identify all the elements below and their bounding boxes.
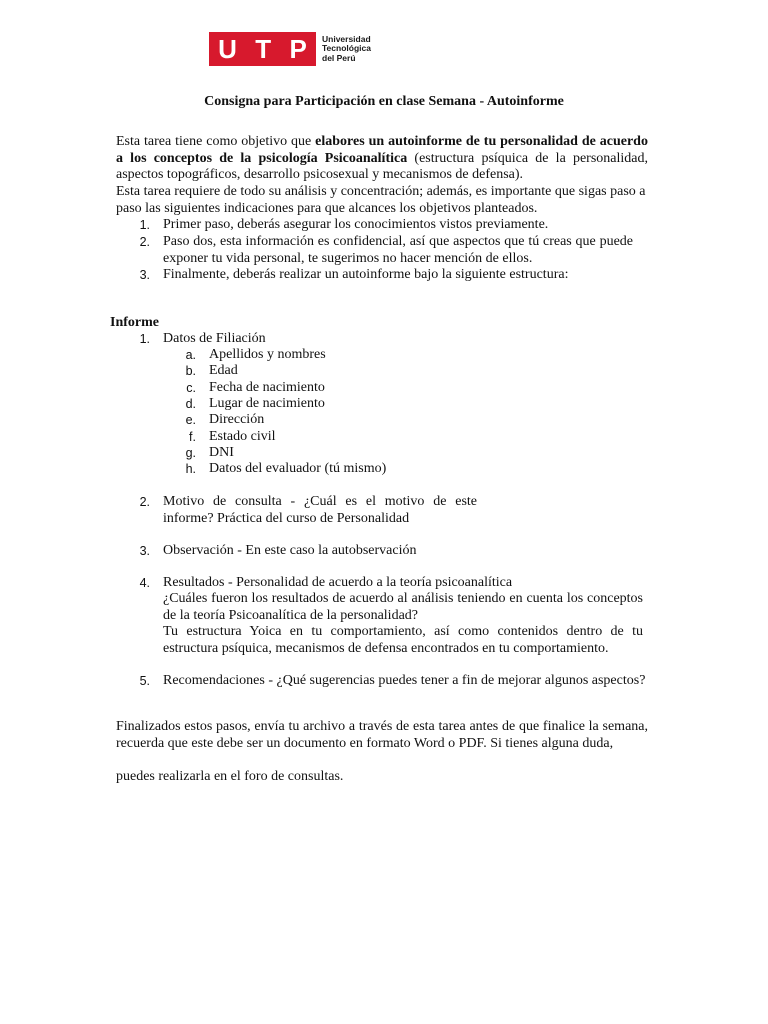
informe-number: 3. [139,544,150,558]
document-title: Consigna para Participación en clase Semana - Autoinforme [204,94,564,109]
informe-item-text: Motivo de consulta - ¿Cuál es el motivo de este informe? Práctica del curso de Personalidad [163,494,477,526]
intro-bold-text: elabores un autoinforme de tu personalidad de acuerdo a los conceptos de la psicología Psicoanalítica [116,134,648,166]
utp-logo-text [322,35,371,64]
intro-paragraph [116,134,648,184]
utp-logo [209,32,371,66]
sublist-letter: h. [185,462,196,477]
step-number: 2. [139,235,150,249]
sublist-item: Datos del evaluador (tú mismo) [209,461,387,477]
step-number: 3. [139,268,150,282]
sublist-item: Fecha de nacimiento [209,379,325,395]
step-text: Primer paso, deberás asegurar los conocimientos vistos previamente. [163,217,549,232]
informe-heading: Informe [110,315,159,330]
sublist-letter: c. [186,380,196,395]
informe-number: 2. [139,495,150,509]
closing-paragraph-2: puedes realizarla en el foro de consultas. [116,769,344,784]
informe-item-text: Observación - En este caso la autobservación [163,543,417,558]
informe-item-text: Tu estructura Yoica en tu comportamiento, así como contenidos dentro de tu estructura psíquica, mecanismos de defensa encontrados en tu comportamiento. [163,624,643,656]
step-number: 1. [139,218,150,232]
sublist-letter: a. [185,348,196,362]
sublist-item: Estado civil [209,428,276,444]
informe-item-text: Resultados - Personalidad de acuerdo a la teoría psicoanalítica [163,575,513,590]
informe-item-text: ¿Cuáles fueron los resultados de acuerdo al análisis teniendo en cuenta los conceptos de la teoría Psicoanalítica de la personalidad? [163,591,643,623]
step-text: Paso dos, esta información es confidencial, así que aspectos que tú creas que puede exponer tu vida personal, te sugerimos no hacer mención de ellos. [163,234,633,266]
sublist-letter: f. [189,429,196,444]
logo-line: Universidad [322,33,371,44]
sublist-letter: b. [185,364,196,379]
logo-letter: U [218,33,237,64]
sublist-item: Dirección [209,412,265,428]
intro-paragraph-2: Esta tarea requiere de todo su análisis y concentración; además, es importante que sigas paso a paso las siguientes indicaciones para que alcances los objetivos planteados. [116,184,646,216]
closing-paragraph: Finalizados estos pasos, envía tu archivo a través de esta tarea antes de que finalice la semana, recuerda que este debe ser un documento en formato Word o PDF. Si tienes alguna duda, [116,719,648,751]
intro-text: (estructura psíquica de la personalidad, aspectos topográficos, desarrollo psicosexual y mecanismos de defensa). [116,150,649,182]
informe-number: 5. [139,674,150,688]
logo-line: del Perú [322,52,356,63]
sublist-letter: g. [185,445,196,460]
intro-text: Esta tarea tiene como objetivo que [116,134,316,149]
step-text: Finalmente, deberás realizar un autoinforme bajo la siguiente estructura: [163,267,569,282]
sublist-letter: e. [185,413,196,428]
utp-logo-mark [209,32,316,66]
informe-number: 1. [139,332,150,346]
sublist-item: Edad [209,363,238,379]
sublist-item: Apellidos y nombres [209,347,326,362]
logo-letter: T [255,33,272,64]
sublist-item: Lugar de nacimiento [209,395,325,411]
sublist-item: DNI [209,444,234,460]
logo-line: Tecnológica [322,43,371,54]
informe-number: 4. [139,576,150,590]
sublist-letter: d. [185,396,196,411]
informe-item-text: Datos de Filiación [163,331,266,346]
logo-letter: P [289,33,307,64]
informe-item-text: Recomendaciones - ¿Qué sugerencias puedes tener a fin de mejorar algunos aspectos? [163,673,646,688]
